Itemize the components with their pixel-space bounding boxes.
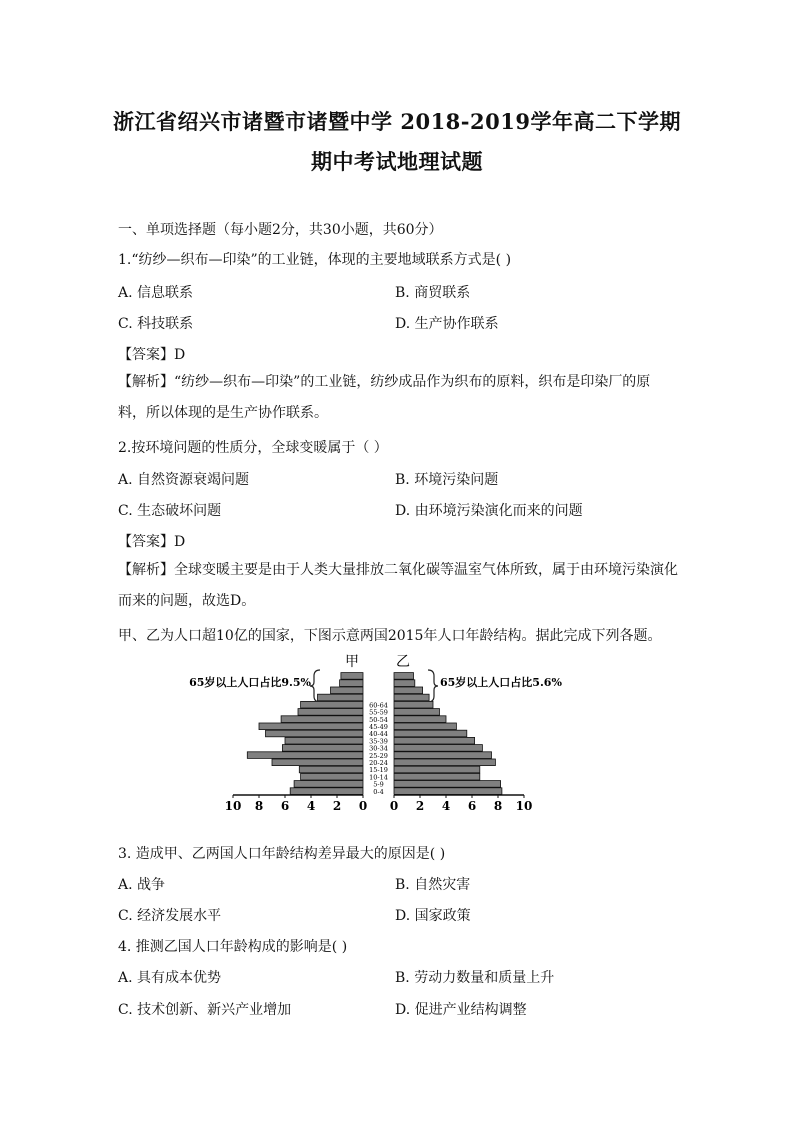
age-labels-group xyxy=(369,701,388,795)
right-bar-20-24 xyxy=(394,759,495,766)
left-bar-0-4 xyxy=(290,788,363,795)
right-bar-70+ xyxy=(394,687,423,694)
q1-option-c: C. 科技联系 xyxy=(118,316,194,332)
q1-option-d: D. 生产协作联系 xyxy=(395,316,499,332)
q4-option-b: B. 劳动力数量和质量上升 xyxy=(395,970,555,986)
q4-option-a: A. 具有成本优势 xyxy=(118,970,222,986)
left-bars-group xyxy=(247,673,363,795)
right-bar-30-34 xyxy=(394,745,482,752)
left-bar-20-24 xyxy=(272,759,363,766)
age-label-0-4: 0-4 xyxy=(373,787,384,796)
x-ticks-group xyxy=(225,795,533,813)
left-tick-label: 8 xyxy=(254,799,264,813)
q3-option-c: C. 经济发展水平 xyxy=(118,908,222,924)
chart-intro: 甲、乙为人口超10亿的国家，下图示意两国2015年人口年龄结构。据此完成下列各题。 xyxy=(118,628,662,644)
left-country-label: 甲 xyxy=(345,654,359,670)
right-tick-label: 10 xyxy=(515,799,533,813)
right-bar-50-54 xyxy=(394,716,446,723)
left-bar-10-14 xyxy=(301,773,363,780)
q2-analysis: 【解析】全球变暖主要是由于人类大量排放二氧化碳等温室气体所致，属于由环境污染演化而来的问题，故选D。 xyxy=(118,562,678,609)
q1-answer: 【答案】D xyxy=(118,347,186,363)
right-tick-label: 2 xyxy=(415,799,425,813)
right-bar-65+ xyxy=(394,694,429,701)
age-label-25-29: 25-29 xyxy=(369,751,388,760)
age-label-50-54: 50-54 xyxy=(369,715,388,724)
q2-stem: 2.按环境问题的性质分，全球变暖属于（ ） xyxy=(118,440,388,456)
left-bar-60-64 xyxy=(301,701,363,708)
left-bar-80+ xyxy=(341,673,363,680)
q4-option-c: C. 技术创新、新兴产业增加 xyxy=(118,1002,292,1018)
q1-option-a: A. 信息联系 xyxy=(118,285,194,301)
left-bar-35-39 xyxy=(285,737,363,744)
right-elderly-note: 65岁以上人口占比5.6% xyxy=(440,676,562,689)
section-heading: 一、单项选择题（每小题2分，共30小题，共60分） xyxy=(118,222,443,238)
age-label-35-39: 35-39 xyxy=(369,737,388,746)
left-bar-65+ xyxy=(318,694,364,701)
left-bar-70+ xyxy=(331,687,364,694)
right-bar-55-59 xyxy=(394,709,440,716)
right-bars-group xyxy=(394,673,502,795)
age-label-55-59: 55-59 xyxy=(369,708,388,717)
right-tick-label: 0 xyxy=(389,799,399,813)
q2-option-c: C. 生态破坏问题 xyxy=(118,503,222,519)
q2-option-d: D. 由环境污染演化而来的问题 xyxy=(395,503,583,519)
q2-answer: 【答案】D xyxy=(118,534,186,550)
right-bar-5-9 xyxy=(394,781,501,788)
q3-stem: 3. 造成甲、乙两国人口年龄结构差异最大的原因是( ) xyxy=(118,846,446,862)
left-bar-40-44 xyxy=(266,730,364,737)
left-bar-25-29 xyxy=(247,752,363,759)
right-bar-0-4 xyxy=(394,788,502,795)
exam-title-line-2: 期中考试地理试题 xyxy=(311,149,483,174)
right-bar-45-49 xyxy=(394,723,456,730)
right-bar-60-64 xyxy=(394,701,433,708)
left-tick-label: 10 xyxy=(224,799,242,813)
left-tick-label: 4 xyxy=(306,799,316,813)
right-bar-15-19 xyxy=(394,766,480,773)
right-bar-80+ xyxy=(394,673,414,680)
age-label-15-19: 15-19 xyxy=(369,766,388,775)
left-elderly-note: 65岁以上人口占比9.5% xyxy=(189,676,311,689)
q3-option-d: D. 国家政策 xyxy=(395,908,471,924)
population-pyramid-chart xyxy=(0,645,794,820)
q1-stem: 1.“纺纱—织布—印染”的工业链，体现的主要地域联系方式是( ) xyxy=(118,252,512,268)
age-label-45-49: 45-49 xyxy=(369,723,388,731)
right-bar-40-44 xyxy=(394,730,467,737)
left-bar-5-9 xyxy=(294,781,363,788)
q2-option-a: A. 自然资源衰竭问题 xyxy=(118,472,250,488)
right-elderly-brace xyxy=(428,670,438,702)
exam-title-line-1: 浙江省绍兴市诸暨市诸暨中学 2018-2019学年高二下学期 xyxy=(113,109,681,134)
right-bar-75+ xyxy=(394,680,415,687)
q1-option-b: B. 商贸联系 xyxy=(395,285,471,301)
age-label-60-64: 60-64 xyxy=(369,701,388,710)
left-bar-15-19 xyxy=(299,766,363,773)
q4-option-d: D. 促进产业结构调整 xyxy=(395,1002,527,1018)
age-label-20-24: 20-24 xyxy=(369,759,388,767)
age-label-5-9: 5-9 xyxy=(373,780,384,789)
right-tick-label: 6 xyxy=(467,799,477,813)
right-tick-label: 8 xyxy=(493,799,503,813)
age-label-30-34: 30-34 xyxy=(369,744,388,753)
q4-stem: 4. 推测乙国人口年龄构成的影响是( ) xyxy=(118,939,348,955)
right-bar-35-39 xyxy=(394,737,475,744)
left-bar-55-59 xyxy=(298,709,363,716)
q3-option-b: B. 自然灾害 xyxy=(395,877,471,893)
age-label-40-44: 40-44 xyxy=(369,730,388,739)
left-tick-label: 6 xyxy=(280,799,290,813)
left-bar-50-54 xyxy=(281,716,363,723)
q2-option-b: B. 环境污染问题 xyxy=(395,472,499,488)
right-bar-25-29 xyxy=(394,752,492,759)
left-tick-label: 0 xyxy=(358,799,368,813)
left-tick-label: 2 xyxy=(332,799,342,813)
left-bar-45-49 xyxy=(259,723,363,730)
age-label-10-14: 10-14 xyxy=(369,773,388,782)
q1-analysis: 【解析】“纺纱—织布—印染”的工业链，纺纱成品作为织布的原料，织布是印染厂的原料，所以体现的是生产协作联系。 xyxy=(118,374,651,421)
left-bar-30-34 xyxy=(282,745,363,752)
right-country-label: 乙 xyxy=(396,654,410,670)
right-bar-10-14 xyxy=(394,773,480,780)
q3-option-a: A. 战争 xyxy=(118,877,166,893)
left-bar-75+ xyxy=(340,680,363,687)
right-tick-label: 4 xyxy=(441,799,451,813)
